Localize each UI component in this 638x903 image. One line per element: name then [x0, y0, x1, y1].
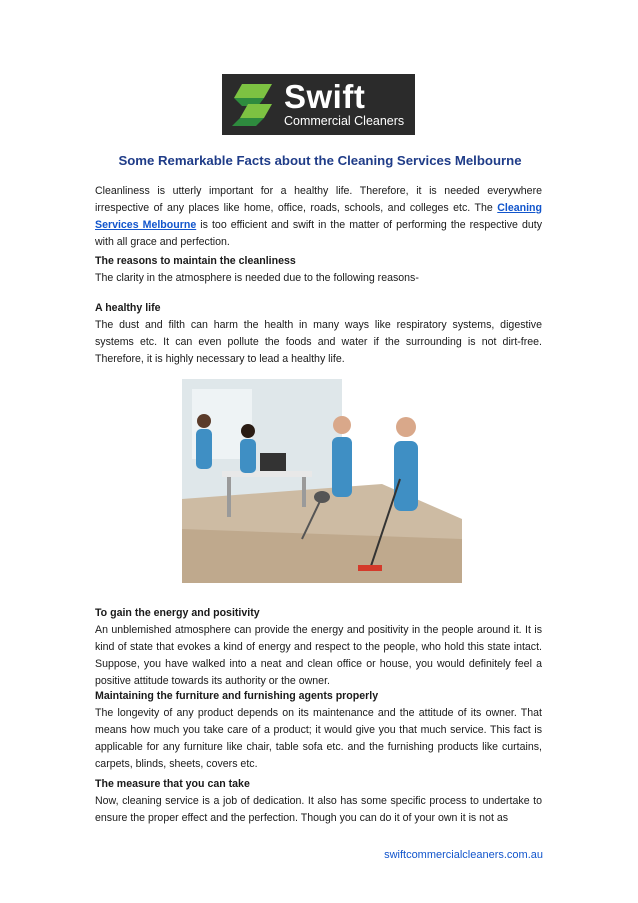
section-energy [95, 605, 542, 690]
footer-website-link[interactable]: swiftcommercialcleaners.com.au [384, 849, 543, 861]
cleaning-services-link[interactable]: Cleaning Services Melbourne [95, 202, 542, 231]
swift-logo [222, 74, 415, 135]
section-body: Now, cleaning service is a job of dedication. It also has some specific process to undertake to ensure the proper effect and the perfection. Though you can do it of your own it is not as [95, 795, 542, 824]
intro-paragraph [95, 183, 542, 251]
section-healthy-life [95, 300, 542, 368]
intro-text-before: Cleanliness is utterly important for a healthy life. Therefore, it is needed everywhere irrespective of any places like home, office, roads, schools, and colleges etc. The [95, 185, 542, 214]
cleaning-team-photo [182, 379, 462, 583]
section-reasons [95, 253, 542, 287]
logo-tagline: Commercial Cleaners [284, 114, 405, 128]
logo-name: Swift [284, 78, 366, 115]
page-title: Some Remarkable Facts about the Cleaning Services Melbourne [118, 153, 522, 168]
section-heading: To gain the energy and positivity [95, 607, 260, 619]
section-measure [95, 776, 542, 827]
section-heading: The reasons to maintain the cleanliness [95, 255, 296, 267]
section-body: An unblemished atmosphere can provide the energy and positivity in the people around it. It is kind of state that evokes a kind of energy and respect to the people, who hold this state intact. Suppose, you have walked into a neat and clean office or house, you would definitely feel a positive attitude towards its authority or the owner. [95, 624, 542, 687]
section-furniture [95, 688, 542, 773]
section-body: The clarity in the atmosphere is needed due to the following reasons- [95, 272, 419, 284]
intro-text-after: is too efficient and swift in the matter of performing the respective duty with all grace and perfection. [95, 219, 543, 248]
section-heading: The measure that you can take [95, 778, 250, 790]
section-heading: Maintaining the furniture and furnishing agents properly [95, 690, 379, 702]
swift-s-logo-icon [228, 80, 278, 130]
section-body: The dust and filth can harm the health in many ways like respiratory systems, digestive systems etc. It can even pollute the foods and water if the surrounding is not dirt-free. Therefore, it is highly necessary to lead a healthy life. [95, 319, 542, 365]
section-heading: A healthy life [95, 302, 161, 314]
section-body: The longevity of any product depends on its maintenance and the attitude of its owner. That means how much you take care of a product; it would give you that much service. This fact is applicable for any furniture like chair, table sofa etc. and the furnishing products like curtains, carpets, blinds, sheets, covers etc. [95, 707, 542, 770]
